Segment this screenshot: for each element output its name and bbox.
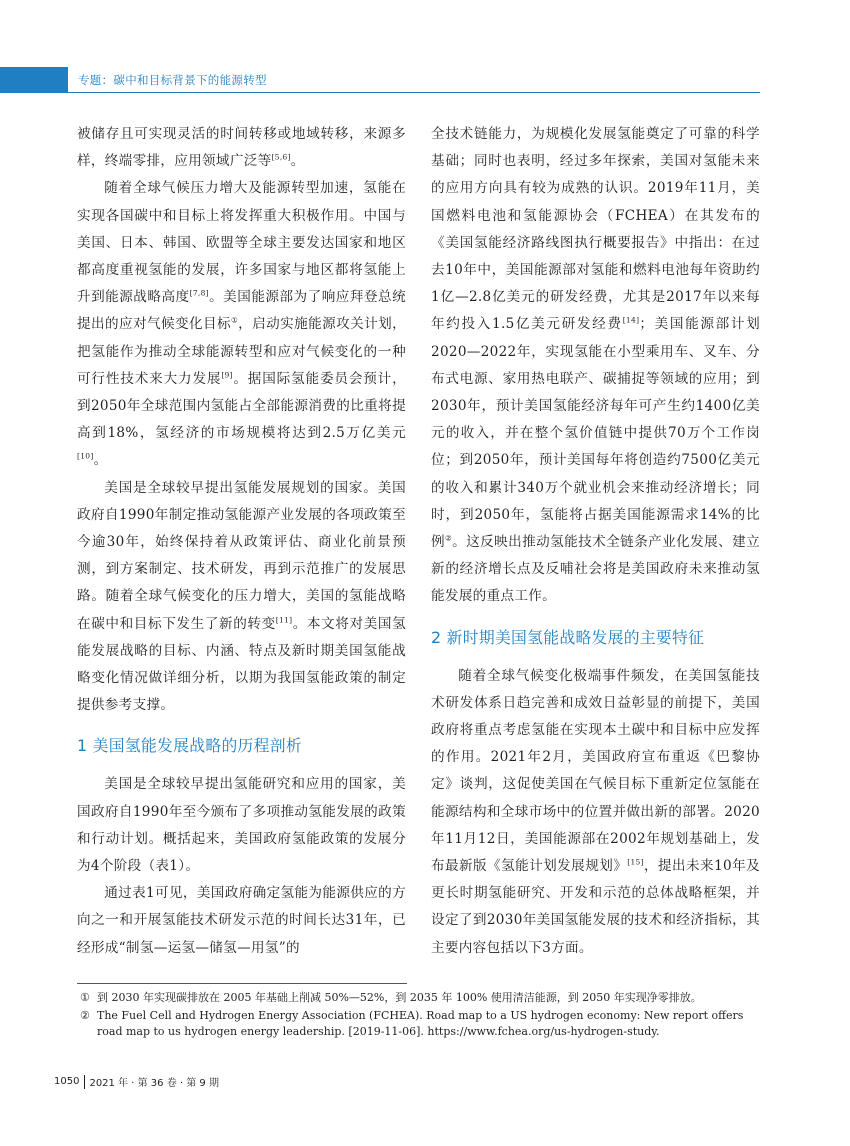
left-column <box>77 121 406 962</box>
footnote-marker[interactable]: ② <box>445 533 453 543</box>
left-paragraph-5: 通过表1可见，美国政府确定氢能为能源供应的方向之一和开展氢能技术研发示范的时间长达31年，已经形成“制氢—运氢—储氢—用氢”的 <box>77 885 406 956</box>
footnote-item <box>80 1008 765 1040</box>
right-paragraph-2: 随着全球气候变化极端事件频发，在美国氢能技术研发体系日趋完善和成效日益彰显的前提下，美国政府将重点考虑氢能在实现本土碳中和目标中应发挥的作用。2021年2月，美国政府宣布重返《巴黎协定》谈判，这促使美国在气候目标下重新定位氢能在能源结构和全球市场中的位置并做出新的部署。2020年11月12日，美国能源部在2002年规划基础上，发布最新版《氢能计划发展规划》[15]，提出未来10年及更长时期氢能研究、开发和示范的总体战略框架，并设定了到2030年美国氢能发展的技术和经济指标，其主要内容包括以下3方面。 <box>431 667 761 956</box>
footnote-rule <box>77 983 407 984</box>
section-heading-1: 1 美国氢能发展战略的历程剖析 <box>77 736 302 756</box>
left-paragraph-1: 被储存且可实现灵活的时间转移或地域转移，来源多样，终端零排，应用领域广泛等[5,6]。 <box>77 126 406 170</box>
left-paragraph-2: 随着全球气候压力增大及能源转型加速，氢能在实现各国碳中和目标上将发挥重大积极作用。中国与美国、日本、韩国、欧盟等全球主要发达国家和地区都高度重视氢能的发展，许多国家与地区都将氢能上升到能源战略高度[7,8]。美国能源部为了响应拜登总统提出的应对气候变化目标①，启动实施能源攻关计划，把氢能作为推动全球能源转型和应对气候变化的一种可行性技术来大力发展[9]。据国际氢能委员会预计，到2050年全球范围内氢能占全部能源消费的比重将提高到18%，氢经济的市场规模将达到2.5万亿美元[10]。 <box>77 180 407 469</box>
citation[interactable]: [15] <box>627 857 644 867</box>
left-paragraph-4: 美国是全球较早提出氢能研究和应用的国家，美国政府自1990年至今颁布了多项推动氢能发展的政策和行动计划。概括起来，美国政府氢能政策的发展分为4个阶段（表1）。 <box>77 776 406 875</box>
footnotes <box>80 990 765 1042</box>
page-number: 1050 <box>54 1075 85 1089</box>
citation[interactable]: [10] <box>77 451 94 461</box>
running-header-title: 专题：碳中和目标背景下的能源转型 <box>78 73 267 87</box>
issue-info: 2021 年 · 第 36 卷 · 第 9 期 <box>89 1078 219 1089</box>
citation[interactable]: [11] <box>275 615 293 625</box>
left-paragraph-3: 美国是全球较早提出氢能发展规划的国家。美国政府自1990年制定推动氢能源产业发展的各项政策至今逾30年，始终保持着从政策评估、商业化前景预测，到方案制定、技术研发，再到示范推广的发展思路。随着全球气候变化的压力增大，美国的氢能战略在碳中和目标下发生了新的转变[11]。本文将对美国氢能发展战略的目标、内涵、特点及新时期美国氢能战略变化情况做详细分析，以期为我国氢能政策的制定提供参考支撑。 <box>77 479 406 714</box>
section-heading-2: 2 新时期美国氢能战略发展的主要特征 <box>431 627 705 647</box>
footnote-text: 到 2030 年实现碳排放在 2005 年基础上削减 50%—52%，到 2035 年 100% 使用清洁能源，到 2050 年实现净零排放。 <box>97 991 702 1004</box>
footnote-item <box>80 990 765 1006</box>
citation[interactable]: [14] <box>622 315 640 325</box>
header-rule <box>68 92 760 93</box>
right-column <box>431 121 760 962</box>
right-paragraph-1: 全技术链能力，为规模化发展氢能奠定了可靠的科学基础；同时也表明，经过多年探索，美国对氢能未来的应用方向具有较为成熟的认识。2019年11月，美国燃料电池和氢能源协会（FCHEA）在其发布的《美国氢能经济路线图执行概要报告》中指出：在过去10年中，美国能源部对氢能和燃料电池每年资助约1亿—2.8亿美元的研发经费，尤其是2017年以来每年约投入1.5亿美元研发经费[14]；美国能源部计划2020—2022年，实现氢能在小型乘用车、叉车、分布式电源、家用热电联产、碳捕捉等领域的应用；到2030年，预计美国氢能经济每年可产生约1400亿美元的收入，并在整个氢价值链中提供70万个工作岗位；到2050年，预计美国每年将创造约7500亿美元的收入和累计340万个就业机会来推动经济增长；同时，到2050年，氢能将占据美国能源需求14%的比例②。这反映出推动氢能技术全链条产业化发展、建立新的经济增长点及反哺社会将是美国政府未来推动氢能发展的重点工作。 <box>431 126 760 605</box>
citation[interactable]: [5,6] <box>271 152 291 162</box>
citation[interactable]: [7,8] <box>189 288 209 298</box>
page-footer <box>54 1074 219 1089</box>
footnote-text: The Fuel Cell and Hydrogen Energy Association (FCHEA). Road map to a US hydrogen economy: New report offers road map to us hydrogen energy leadership. [2019-11-06]. https://www.fchea.org/us-hydrogen-study. <box>97 1009 744 1038</box>
footnote-mark: ② <box>80 1009 90 1022</box>
footnote-mark: ① <box>80 991 90 1004</box>
citation[interactable]: [9] <box>221 370 233 380</box>
footnote-marker[interactable]: ① <box>230 315 239 325</box>
header-color-band <box>0 67 68 93</box>
